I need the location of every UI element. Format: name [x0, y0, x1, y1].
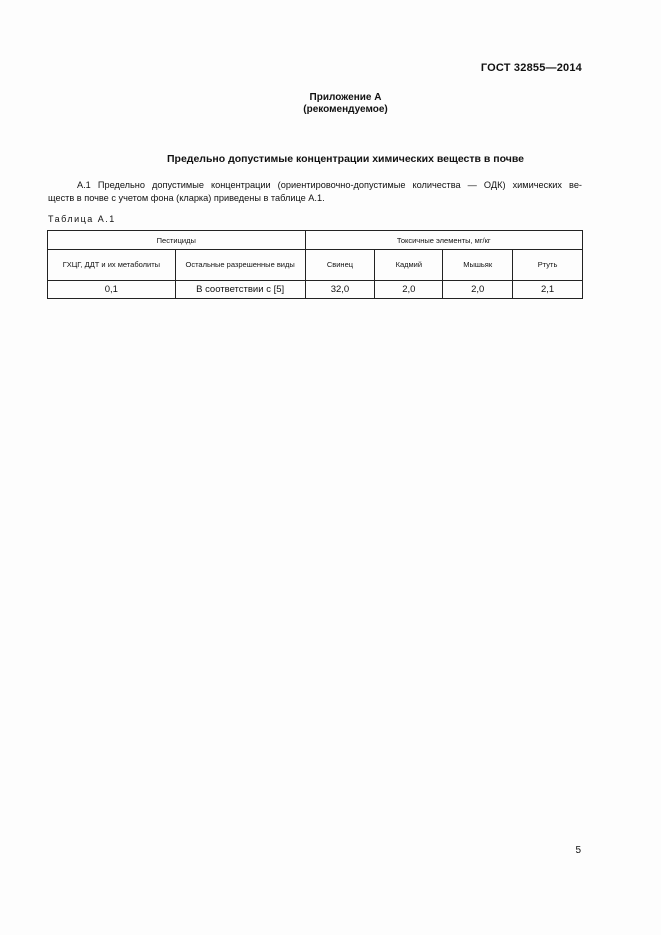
table-cell: 32,0: [305, 281, 375, 299]
column-header: ГХЦГ, ДДТ и их метаболиты: [48, 250, 176, 281]
column-header: Свинец: [305, 250, 375, 281]
section-title-text: Предельно допустимые концентрации химических веществ в почве: [166, 153, 525, 165]
data-table: [47, 230, 583, 299]
appendix-title: Приложение А: [309, 92, 382, 103]
column-header: Ртуть: [513, 250, 583, 281]
table-cell: 2,0: [375, 281, 443, 299]
table-cell: 2,0: [443, 281, 513, 299]
column-header: Кадмий: [375, 250, 443, 281]
standard-code: ГОСТ 32855—2014: [480, 62, 582, 74]
group-header-toxic: Токсичные элементы, мг/кг: [305, 231, 582, 250]
table-column-header-row: [48, 250, 583, 281]
column-header: Остальные разрешенные виды: [175, 250, 305, 281]
appendix-subtitle: (рекомендуемое): [303, 104, 388, 115]
paragraph-line-1: А.1 Предельно допустимые концентрации (ориентировочно-допустимые количества — ОДК) химических ве-: [77, 180, 582, 190]
intro-paragraph: [48, 179, 582, 204]
table-label: Таблица А.1: [48, 214, 116, 224]
column-header: Мышьяк: [443, 250, 513, 281]
table-cell: 2,1: [513, 281, 583, 299]
table-cell: В соответствии с [5]: [175, 281, 305, 299]
appendix-heading: [0, 92, 661, 116]
page-number: 5: [575, 845, 581, 856]
table-group-header-row: [48, 231, 583, 250]
group-header-pesticides: Пестициды: [48, 231, 306, 250]
paragraph-line-2: ществ в почве с учетом фона (кларка) приведены в таблице А.1.: [48, 192, 325, 203]
table-row: [48, 281, 583, 299]
section-title: [0, 153, 661, 165]
table-cell: 0,1: [48, 281, 176, 299]
